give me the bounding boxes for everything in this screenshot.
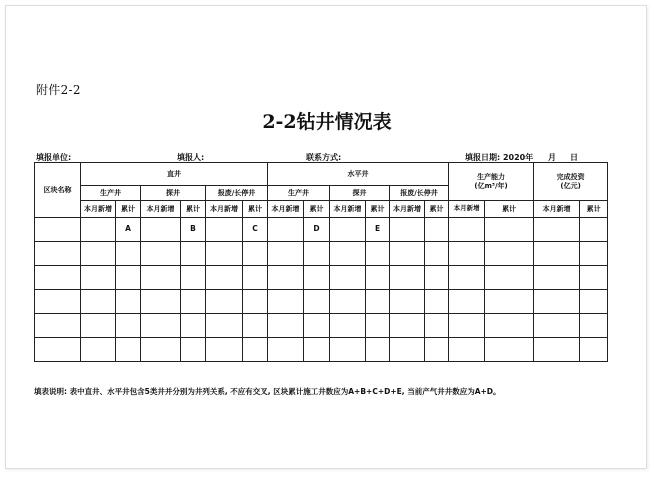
table-cell[interactable]: [580, 290, 608, 314]
table-cell[interactable]: [485, 338, 534, 362]
vertical-exploration-well-header: 探井: [141, 186, 206, 201]
table-cell[interactable]: [330, 242, 366, 266]
table-cell[interactable]: [141, 266, 181, 290]
table-cell[interactable]: [268, 314, 304, 338]
unit-label: 填报单位:: [36, 153, 72, 162]
table-cell[interactable]: [580, 338, 608, 362]
table-cell[interactable]: [181, 314, 206, 338]
table-cell[interactable]: [141, 218, 181, 242]
table-cell[interactable]: [181, 242, 206, 266]
horizontal-production-well-header: 生产井: [268, 186, 330, 201]
table-row: [35, 338, 608, 362]
table-cell[interactable]: [449, 314, 485, 338]
table-cell[interactable]: [580, 266, 608, 290]
month-new-header: 本月新增: [141, 201, 181, 218]
table-cell[interactable]: [330, 266, 366, 290]
person-label: 填报人:: [177, 153, 205, 162]
table-cell[interactable]: [304, 338, 330, 362]
table-cell[interactable]: [116, 314, 141, 338]
table-cell[interactable]: [181, 290, 206, 314]
table-cell[interactable]: [35, 314, 81, 338]
vertical-production-well-header: 生产井: [81, 186, 141, 201]
table-cell[interactable]: [243, 242, 268, 266]
table-cell[interactable]: [425, 218, 449, 242]
cumulative-header: 累计: [243, 201, 268, 218]
table-cell[interactable]: [181, 338, 206, 362]
table-cell[interactable]: [390, 290, 425, 314]
table-row: [35, 266, 608, 290]
table-cell[interactable]: [206, 266, 243, 290]
contact-label: 联系方式:: [306, 153, 342, 162]
table-cell[interactable]: [534, 242, 580, 266]
table-cell[interactable]: [35, 218, 81, 242]
table-row: [35, 314, 608, 338]
table-cell[interactable]: [580, 242, 608, 266]
production-capacity-header: 生产能力 (亿m³/年): [449, 163, 534, 201]
table-cell[interactable]: [81, 290, 116, 314]
table-cell[interactable]: [181, 266, 206, 290]
cell-b[interactable]: B: [181, 218, 206, 242]
table-cell[interactable]: [243, 266, 268, 290]
block-name-header: 区块名称: [35, 163, 81, 218]
table-cell[interactable]: [390, 266, 425, 290]
table-cell[interactable]: [485, 266, 534, 290]
cell-c[interactable]: C: [243, 218, 268, 242]
table-cell[interactable]: [206, 218, 243, 242]
table-cell[interactable]: [330, 218, 366, 242]
table-cell[interactable]: [35, 242, 81, 266]
day-label: 日: [570, 153, 578, 162]
table-cell[interactable]: [485, 242, 534, 266]
cumulative-header: 累计: [366, 201, 390, 218]
month-new-header: 本月新增: [390, 201, 425, 218]
attachment-label: 附件2-2: [36, 83, 81, 97]
table-cell[interactable]: [304, 266, 330, 290]
vertical-well-header: 直井: [81, 163, 268, 186]
table-cell[interactable]: [268, 266, 304, 290]
table-cell[interactable]: [141, 314, 181, 338]
table-cell[interactable]: [425, 338, 449, 362]
cumulative-header: 累计: [181, 201, 206, 218]
table-cell[interactable]: [141, 242, 181, 266]
table-cell[interactable]: [304, 314, 330, 338]
table-cell[interactable]: [534, 218, 580, 242]
fill-instructions-note: 填表说明: 表中直井、水平井包含5类井并分别为井列关系, 不应有交叉, 区块累计施工井数应为A+B+C+D+E, 当前产气井井数应为A+D。: [34, 387, 501, 396]
table-cell[interactable]: [268, 242, 304, 266]
table-cell[interactable]: [304, 290, 330, 314]
month-new-header: 本月新增: [268, 201, 304, 218]
table-cell[interactable]: [449, 218, 485, 242]
cumulative-header: 累计: [116, 201, 141, 218]
horizontal-well-header: 水平井: [268, 163, 449, 186]
table-cell[interactable]: [485, 218, 534, 242]
table-cell[interactable]: [449, 290, 485, 314]
table-row: [35, 242, 608, 266]
table-cell[interactable]: [390, 242, 425, 266]
table-cell[interactable]: [425, 242, 449, 266]
table-cell[interactable]: [534, 290, 580, 314]
table-cell[interactable]: [81, 242, 116, 266]
table-cell[interactable]: [449, 242, 485, 266]
table-cell[interactable]: [116, 290, 141, 314]
table-cell[interactable]: [206, 290, 243, 314]
table-cell[interactable]: [35, 338, 81, 362]
vertical-scrap-well-header: 报废/长停井: [206, 186, 268, 201]
table-cell[interactable]: [206, 314, 243, 338]
table-cell[interactable]: [243, 314, 268, 338]
table-cell[interactable]: [268, 290, 304, 314]
table-cell[interactable]: [81, 266, 116, 290]
date-label: 填报日期: 2020年: [465, 153, 534, 162]
cumulative-header: 累计: [580, 201, 608, 218]
table-cell[interactable]: [35, 266, 81, 290]
table-cell[interactable]: [485, 314, 534, 338]
cumulative-header: 累计: [425, 201, 449, 218]
table-cell[interactable]: [425, 290, 449, 314]
month-new-header: 本月新增: [81, 201, 116, 218]
table-cell[interactable]: [366, 338, 390, 362]
table-cell[interactable]: [304, 242, 330, 266]
table-cell[interactable]: [330, 338, 366, 362]
table-cell[interactable]: [330, 290, 366, 314]
table-cell[interactable]: [81, 218, 116, 242]
drilling-table: [34, 162, 607, 362]
table-cell[interactable]: [366, 314, 390, 338]
month-new-header: 本月新增: [330, 201, 366, 218]
table-cell[interactable]: [116, 266, 141, 290]
month-new-header: 本月新增: [534, 201, 580, 218]
table-cell[interactable]: [268, 218, 304, 242]
table-cell[interactable]: [243, 290, 268, 314]
table-cell[interactable]: [580, 314, 608, 338]
cumulative-header: 累计: [485, 201, 534, 218]
table-cell[interactable]: [534, 338, 580, 362]
table-cell[interactable]: [116, 242, 141, 266]
table-cell[interactable]: [206, 242, 243, 266]
horizontal-exploration-well-header: 探井: [330, 186, 390, 201]
table-cell[interactable]: [366, 290, 390, 314]
table-cell[interactable]: [35, 290, 81, 314]
table-cell[interactable]: [243, 338, 268, 362]
cell-a[interactable]: A: [116, 218, 141, 242]
table-cell[interactable]: [390, 314, 425, 338]
table-cell[interactable]: [268, 338, 304, 362]
table-cell[interactable]: [206, 338, 243, 362]
table-cell[interactable]: [366, 266, 390, 290]
cumulative-header: 累计: [304, 201, 330, 218]
table-cell[interactable]: [330, 314, 366, 338]
cell-d[interactable]: D: [304, 218, 330, 242]
table-cell[interactable]: [81, 338, 116, 362]
table-cell[interactable]: [534, 314, 580, 338]
table-cell[interactable]: [425, 314, 449, 338]
table-cell[interactable]: [366, 242, 390, 266]
month-label: 月: [548, 153, 556, 162]
table-cell[interactable]: [141, 290, 181, 314]
table-cell[interactable]: [425, 266, 449, 290]
table-cell[interactable]: [390, 338, 425, 362]
horizontal-scrap-well-header: 报废/长停井: [390, 186, 449, 201]
table-cell[interactable]: [449, 338, 485, 362]
table-cell[interactable]: [534, 266, 580, 290]
table-cell[interactable]: [81, 314, 116, 338]
table-row: [35, 290, 608, 314]
table-row: [35, 218, 608, 242]
table-cell[interactable]: [390, 218, 425, 242]
table-cell[interactable]: [116, 338, 141, 362]
table-cell[interactable]: [449, 266, 485, 290]
completed-investment-header: 完成投资 (亿元): [534, 163, 608, 201]
table-cell[interactable]: [141, 338, 181, 362]
table-cell[interactable]: [580, 218, 608, 242]
page-title: 2-2钻井情况表: [262, 111, 392, 133]
cell-e[interactable]: E: [366, 218, 390, 242]
month-new-header: 本月新增: [449, 201, 485, 218]
month-new-header: 本月新增: [206, 201, 243, 218]
table-cell[interactable]: [485, 290, 534, 314]
